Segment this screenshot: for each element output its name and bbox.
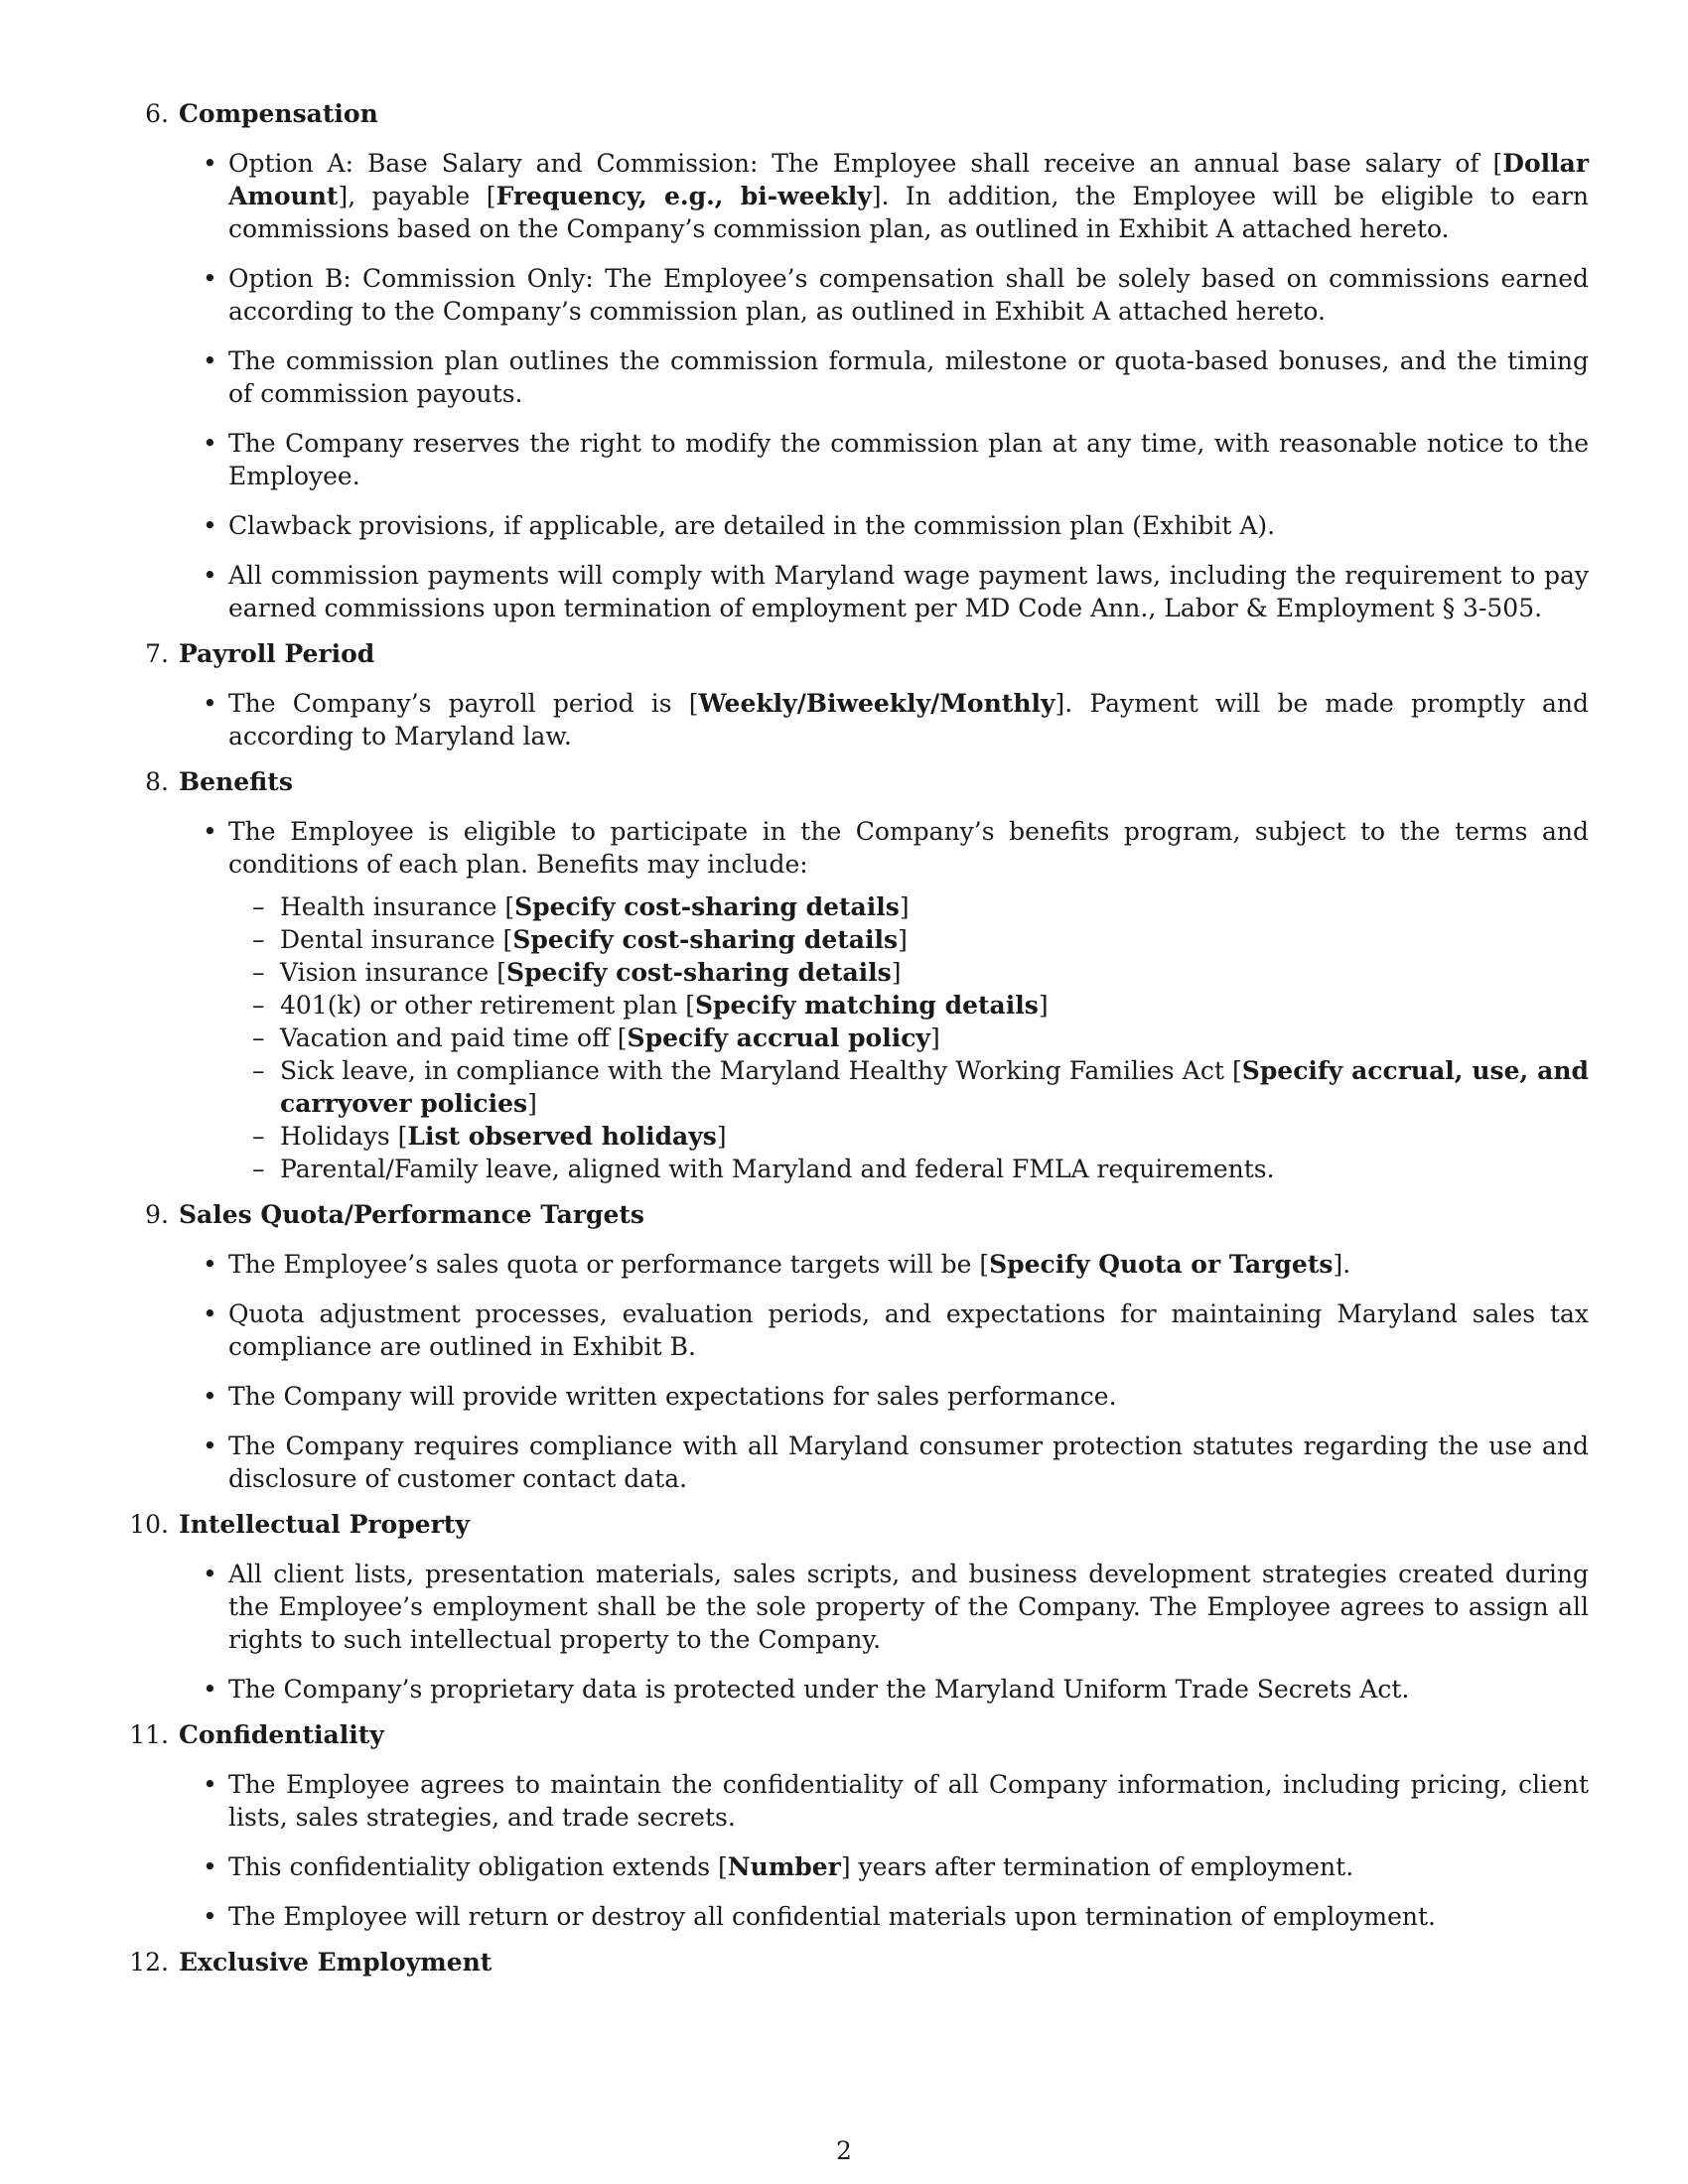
section-heading — [129, 1718, 1589, 1751]
sublist-item — [280, 923, 1589, 956]
benefits-sublist — [228, 890, 1589, 1185]
bullet-text: The commission plan outlines the commission formula, milestone or quota-based bonuses, and the timing of commission payouts. — [228, 346, 1589, 408]
sub-text: ] — [1038, 991, 1049, 1020]
bullet-list — [129, 687, 1589, 752]
list-item — [228, 262, 1589, 328]
section-compensation — [129, 97, 1589, 624]
sublist-item — [280, 1153, 1589, 1185]
placeholder-field: List observed holidays — [407, 1122, 717, 1151]
bullet-text: The Company will provide written expectations for sales performance. — [228, 1382, 1117, 1411]
placeholder-field: Specify accrual policy — [627, 1024, 930, 1052]
list-item — [228, 1380, 1589, 1413]
section-number: 6. — [145, 99, 169, 128]
placeholder-field: Specify accrual, use, and carryover policies — [280, 1056, 1589, 1118]
bullet-list — [129, 147, 1589, 624]
bullet-text: ]. Payment will be made promptly and according to Maryland law. — [228, 689, 1589, 751]
bullet-list — [129, 1558, 1589, 1706]
section-exclusive-employment — [129, 1946, 1589, 1979]
bullet-text: ]. In addition, the Employee will be eligible to earn commissions based on the Company’s commission plan, as outlined in Exhibit A attached hereto. — [228, 182, 1589, 243]
placeholder-field: Specify cost-sharing details — [512, 925, 899, 954]
list-item — [228, 559, 1589, 624]
section-title: Benefits — [179, 767, 293, 796]
bullet-text: The Company requires compliance with all Maryland consumer protection statutes regarding the use and disclosure of customer contact data. — [228, 1432, 1589, 1493]
list-item — [228, 1850, 1589, 1883]
sub-text: ] — [527, 1089, 537, 1118]
section-sales-quota — [129, 1198, 1589, 1495]
sub-text: ] — [716, 1122, 727, 1151]
list-item — [228, 344, 1589, 410]
sub-text: Parental/Family leave, aligned with Maryland and federal FMLA requirements. — [280, 1155, 1275, 1183]
bullet-text: The Company’s payroll period is [ — [228, 689, 699, 718]
placeholder-field: Specify cost-sharing details — [514, 892, 900, 921]
document-body — [129, 97, 1589, 1991]
list-item — [228, 509, 1589, 542]
bullet-text: ] years after termination of employment. — [840, 1852, 1354, 1881]
bullet-text: The Company’s proprietary data is protected under the Maryland Uniform Trade Secrets Act. — [228, 1675, 1410, 1704]
bullet-text: All client lists, presentation materials, sales scripts, and business development strategies created during the Employee’s employment shall be the sole property of the Company. The Employee agrees to assign all rights to such intellectual property to the Company. — [228, 1560, 1589, 1654]
bullet-text: The Employee agrees to maintain the confidentiality of all Company information, including pricing, client lists, sales strategies, and trade secrets. — [228, 1770, 1589, 1832]
section-number: 11. — [129, 1720, 169, 1749]
section-title: Sales Quota/Performance Targets — [179, 1200, 644, 1229]
bullet-list — [129, 1248, 1589, 1495]
section-heading — [129, 1198, 1589, 1231]
bullet-text: The Company reserves the right to modify the commission plan at any time, with reasonable notice to the Employee. — [228, 429, 1589, 490]
sub-text: Holidays [ — [280, 1122, 408, 1151]
sub-text: Health insurance [ — [280, 892, 515, 921]
list-item — [228, 1768, 1589, 1834]
sub-text: ] — [891, 958, 902, 987]
list-item — [228, 147, 1589, 245]
bullet-text: Quota adjustment processes, evaluation periods, and expectations for maintaining Maryland sales tax compliance are outlined in Exhibit B. — [228, 1299, 1589, 1361]
section-title: Confidentiality — [179, 1720, 384, 1749]
list-item — [228, 1673, 1589, 1706]
sublist-item — [280, 1120, 1589, 1153]
section-payroll-period — [129, 637, 1589, 752]
list-item — [228, 1248, 1589, 1281]
sublist-item — [280, 956, 1589, 989]
sub-text: 401(k) or other retirement plan [ — [280, 991, 695, 1020]
section-intellectual-property — [129, 1508, 1589, 1706]
list-item — [228, 427, 1589, 492]
section-number: 12. — [129, 1948, 169, 1977]
placeholder-field: Weekly/Biweekly/Monthly — [698, 689, 1055, 718]
bullet-list — [129, 1768, 1589, 1933]
sub-text: ] — [929, 1024, 940, 1052]
sublist-item — [280, 1022, 1589, 1054]
list-item — [228, 1430, 1589, 1495]
placeholder-field: Frequency, e.g., bi-weekly — [495, 182, 872, 210]
bullet-list — [129, 815, 1589, 1185]
bullet-text: Option A: Base Salary and Commission: The Employee shall receive an annual base salary of [ — [228, 149, 1503, 178]
sublist-item — [280, 890, 1589, 923]
placeholder-field: Dollar Amount — [228, 149, 1589, 210]
section-heading — [129, 765, 1589, 798]
section-confidentiality — [129, 1718, 1589, 1933]
bullet-text: ]. — [1333, 1250, 1351, 1279]
section-heading — [129, 1508, 1589, 1541]
list-item — [228, 1558, 1589, 1656]
section-number: 10. — [129, 1510, 169, 1539]
bullet-text: The Employee is eligible to participate in the Company’s benefits program, subject to the terms and conditions of each plan. Benefits may include: — [228, 817, 1589, 879]
page-number: 2 — [836, 2136, 852, 2165]
section-heading — [129, 637, 1589, 670]
placeholder-field: Number — [727, 1852, 841, 1881]
bullet-text: The Employee will return or destroy all confidential materials upon termination of employment. — [228, 1902, 1437, 1931]
section-number: 8. — [145, 767, 169, 796]
sublist-item — [280, 1054, 1589, 1120]
sub-text: Vision insurance [ — [280, 958, 507, 987]
list-item — [228, 687, 1589, 752]
bullet-text: Option B: Commission Only: The Employee’s compensation shall be solely based on commissions earned according to the Company’s commission plan, as outlined in Exhibit A attached hereto. — [228, 264, 1589, 326]
sub-text: ] — [898, 925, 908, 954]
bullet-text: This confidentiality obligation extends [ — [228, 1852, 728, 1881]
list-item — [228, 1900, 1589, 1933]
sub-text: Dental insurance [ — [280, 925, 513, 954]
sub-text: ] — [899, 892, 910, 921]
sub-text: Vacation and paid time off [ — [280, 1024, 628, 1052]
sublist-item — [280, 989, 1589, 1022]
section-title: Payroll Period — [179, 639, 375, 668]
section-heading — [129, 97, 1589, 130]
section-title: Intellectual Property — [179, 1510, 470, 1539]
list-item — [228, 815, 1589, 1185]
bullet-text: ], payable [ — [338, 182, 496, 210]
section-heading — [129, 1946, 1589, 1979]
section-number: 7. — [145, 639, 169, 668]
placeholder-field: Specify cost-sharing details — [506, 958, 892, 987]
placeholder-field: Specify matching details — [695, 991, 1039, 1020]
section-title: Exclusive Employment — [179, 1948, 492, 1977]
bullet-text: The Employee’s sales quota or performance targets will be [ — [228, 1250, 990, 1279]
sub-text: Sick leave, in compliance with the Maryland Healthy Working Families Act [ — [280, 1056, 1242, 1085]
section-number: 9. — [145, 1200, 169, 1229]
list-item — [228, 1297, 1589, 1363]
bullet-text: All commission payments will comply with Maryland wage payment laws, including the requirement to pay earned commissions upon termination of employment per MD Code Ann., Labor & Employment § 3-505. — [228, 561, 1589, 622]
section-title: Compensation — [179, 99, 378, 128]
section-benefits — [129, 765, 1589, 1185]
bullet-text: Clawback provisions, if applicable, are detailed in the commission plan (Exhibit A). — [228, 511, 1276, 540]
placeholder-field: Specify Quota or Targets — [989, 1250, 1334, 1279]
